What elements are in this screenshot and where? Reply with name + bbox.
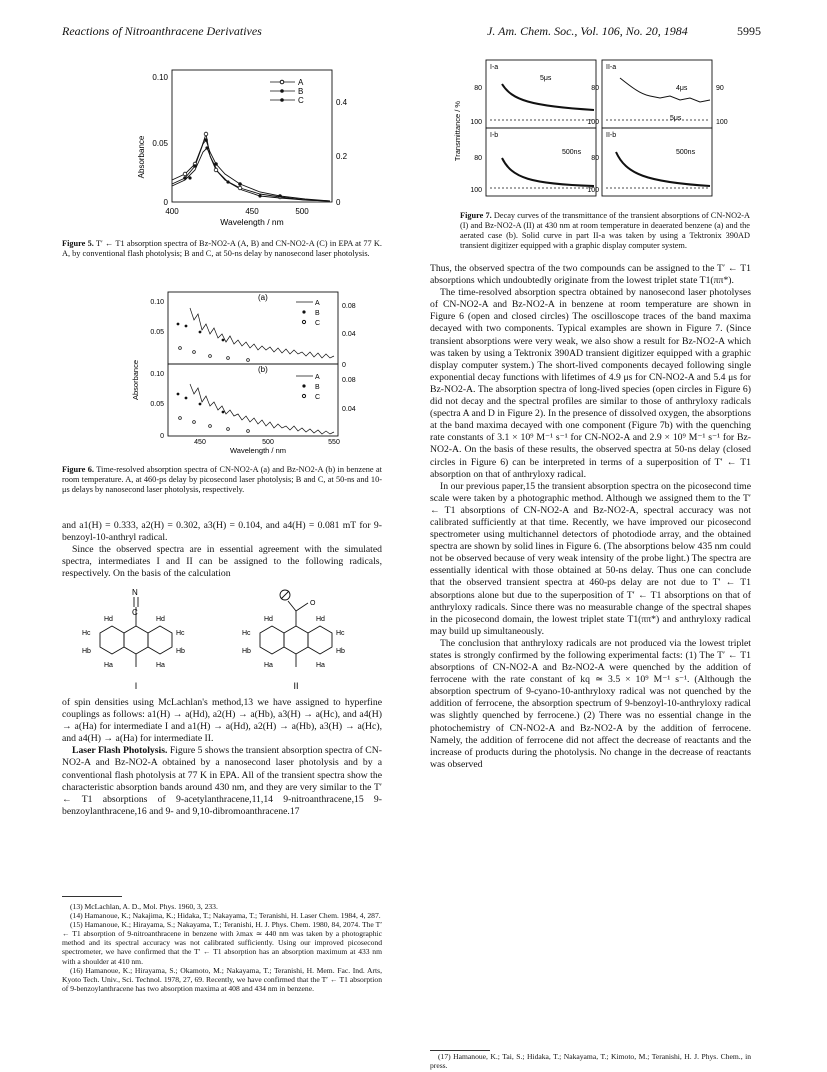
fig6-caption-label: Figure 6. [62, 465, 94, 474]
fig5-legend-a: A [298, 78, 304, 87]
fig5-ytick-left: 0.05 [152, 139, 168, 148]
fig6-curve-a [190, 308, 334, 358]
fig7-y-label: Transmittance / % [453, 100, 462, 162]
fig6-legend-b: B [315, 310, 320, 317]
structure-II-label: II [293, 681, 299, 691]
paragraph: The time-resolved absorption spectra obtained by nanosecond laser photolyses of CN-NO2-A and Bz-NO2-A in benzene at room temperature are shown in Figure 6 (open and closed circles) The oscilloscope traces of the band maxima decayed with two components. Typical examples are shown in Figure 7. (Since transient absorptions were very weak, we also show a result for Bz-NO2-A which was taken by using a Tektronix 390AD transient digitizer equipped with a graphic display computer system.) The short-lived components decayed following single exponential decay functions with lifetimes of 4.9 μs for CN-NO2-A and 5.4 μs for Bz-NO2-A. The absorption spectra of long-lived species (open circles in Figure 6) did not decay and the spectral profiles are similar to those of anthryloxy radicals (spectra A and D in Figure 2). In the presence of dissolved oxygen, the absorptions at the band maxima decayed with one component (Figure 7b) with the quenching rate constants of 3.1 × 10⁹ M⁻¹ s⁻¹ for CN-NO2-A and 2.9 × 10⁹ M⁻¹ s⁻¹ for Bz-NO2-A. On the basis of these results, the observed spectra at 50-ns delay (closed circles in Figure 6) can be interpreted in terms of a superposition of T′ ← T1 absorption on that of anthryloxy radical. [430, 287, 751, 480]
fig6-ytick-left: 0 [160, 433, 164, 440]
fig6-ytick-right: 0.08 [342, 303, 356, 310]
structure-II [260, 590, 332, 667]
fig6-legend-b: B [315, 384, 320, 391]
fig6-ytick-left: 0.05 [150, 329, 164, 336]
fig7-decay-IIa [620, 78, 710, 102]
atom-label: Hc [176, 630, 185, 637]
atom-label: Hd [104, 616, 113, 623]
fig5-caption-label: Figure 5. [62, 239, 94, 248]
fig6-ytick-right: 0.04 [342, 331, 356, 338]
fig7-panel-Ia [486, 60, 596, 128]
atom-label: Hc [242, 630, 251, 637]
fig7-decay-Ia [502, 84, 594, 110]
running-header-left: Reactions of Nitroanthracene Derivatives [62, 24, 262, 38]
fig5-frame [172, 70, 332, 202]
fig5-curve-b [172, 140, 330, 201]
fig6-ytick-left: 0.05 [150, 401, 164, 408]
footnote-rule [62, 896, 122, 897]
fig7-ytick: 80 [591, 155, 599, 162]
fig6-ytick-right: 0.08 [342, 377, 356, 384]
fig7-ytick: 80 [474, 85, 482, 92]
fig7-ytick: 100 [587, 119, 599, 126]
fig5-curve-c [172, 148, 330, 201]
fig6-ytick-right: 0 [342, 362, 346, 369]
fig6-panel-b-label: (b) [258, 365, 268, 374]
fig5-ytick-right: 0.2 [336, 152, 348, 161]
paragraph: of spin densities using McLachlan's method,13 we have assigned to hyperfine couplings as follows: a1(H) → a(Hd), a2(H) → a(Hb), a3(H) → a(Hc), and a4(H) → a(Ha) for intermediate I and a1(H) → a(Hd), a2(H) → a(Hb), a3(H) → a(Hc), and a4(H) → a(Ha) for intermediate II. [62, 697, 382, 745]
fig6-ytick-left: 0.10 [150, 299, 164, 306]
atom-label: Hd [316, 616, 325, 623]
footnote: (16) Hamanoue, K.; Hirayama, S.; Okamoto, M.; Nakayama, T.; Teranishi, H. Mem. Fac. Ind. Arts, Kyoto Tech. Univ., Sci. Technol. 1978, 27, 69. Recently, we have confirmed that the T′ ← T1 absorption of 9-benzoylanthracene has two absorption maxima at 408 and 434 nm in benzene. [62, 965, 382, 993]
fig5-xtick: 400 [165, 207, 179, 216]
fig7-ytick: 80 [474, 155, 482, 162]
footnotes-left [62, 902, 382, 993]
atom-label: Hb [82, 648, 91, 655]
paragraph-text: Figure 5 shows the transient absorption spectra of CN-NO2-A and Bz-NO2-A obtained by a nanosecond laser photolysis and by a conventional flash photolysis at 77 K in EPA. All of the transient spectra show the characteristic absorption bands around 430 nm, and they are very similar to the T′ ← T1 absorptions of 9-acetylanthracene,11,14 9-nitroanthracene,15 9-benzoylanthracene,16 and 9- and 9,10-dibromoanthracene.17 [62, 745, 382, 817]
fig7-caption-text: Decay curves of the transmittance of the transient absorptions of CN-NO2-A (I) and Bz-NO2-A (II) at 430 nm at room temperature in deaerated benzene (a) and the aerated case (b). Solid curve in part II-a was taken by using a Tektronix 390AD transient digitizer equipped with a graphic display computer system. [460, 211, 750, 250]
figure-7-chart [450, 56, 750, 204]
fig7-time-label: 500ns [562, 149, 582, 156]
fig5-xtick: 500 [295, 207, 309, 216]
fig7-ytick: 100 [470, 119, 482, 126]
svg-text:O: O [310, 600, 316, 607]
figure-7-caption [460, 211, 750, 251]
fig5-legend-b: B [298, 87, 304, 96]
fig7-time-label: 5μs [670, 115, 682, 122]
fig5-ytick-right: 0.4 [336, 98, 348, 107]
fig5-ytick-left: 0 [163, 198, 168, 207]
fig6-legend-a: A [315, 300, 320, 307]
structure-I-label: I [134, 681, 138, 691]
fig5-xtick: 450 [245, 207, 259, 216]
paragraph: and a1(H) = 0.333, a2(H) = 0.302, a3(H) = 0.104, and a4(H) = 0.081 mT for 9-benzoyl-10-anthryl radical. [62, 520, 382, 544]
right-column-text [430, 263, 751, 771]
footnote: (13) McLachlan, A. D., Mol. Phys. 1960, 3, 233. [70, 902, 218, 911]
atom-label: Hb [336, 648, 345, 655]
fig7-ytick: 100 [470, 187, 482, 194]
fig7-caption-label: Figure 7. [460, 211, 492, 220]
fig6-panel-b-frame [168, 364, 338, 436]
footnote-right [430, 1052, 751, 1070]
footnote: (15) Hamanoue, K.; Hirayama, S.; Nakayama, T.; Teranishi, H. J. Phys. Chem. 1980, 84, 2074. The T′ ← T1 absorption of 9-nitroanthracene in benzene with λmax ≃ 440 nm was taken by a photographic method and its spectral accuracy was not calibrated sufficiently. Using our improved picosecond spectrometer, we have confirmed that the T′ ← T1 absorption has an absorption maximum at 433 nm with a shoulder at 410 nm. [62, 920, 382, 966]
figure-6-chart [128, 290, 388, 460]
paragraph: Thus, the observed spectra of the two compounds can be assigned to the T′ ← T1 absorptions which undoubtedly originate from the lowest triplet state T1(ππ*). [430, 263, 751, 287]
fig6-legend-a: A [315, 374, 320, 381]
atom-label: Ha [104, 662, 113, 669]
fig5-ytick-left: 0.10 [152, 73, 168, 82]
footnote-rule [430, 1050, 490, 1051]
fig7-panel-label: I-a [490, 64, 499, 71]
fig6-panel-a-label: (a) [258, 293, 268, 302]
fig6-y-label: Absorbance [131, 359, 140, 401]
fig7-ytick: 80 [591, 85, 599, 92]
fig6-x-label: Wavelength / nm [230, 446, 286, 455]
atom-label: C [132, 608, 138, 617]
fig7-time-label: 5μs [540, 75, 552, 82]
fig6-xtick: 450 [194, 439, 206, 446]
fig7-decay-Ib [502, 158, 594, 186]
left-column-text-bottom [62, 697, 382, 818]
atom-label: Hc [82, 630, 91, 637]
atom-label: Hb [242, 648, 251, 655]
fig7-panel-label: I-b [490, 132, 499, 139]
fig7-time-label: 500ns [676, 149, 696, 156]
atom-label: Ha [264, 662, 273, 669]
paragraph: Since the observed spectra are in essential agreement with the simulated spectra, intermediates I and II can be assigned to the following radicals, respectively. On the basis of the calculation [62, 544, 382, 580]
fig7-panel-label: II-b [606, 132, 617, 139]
figure-5-chart [130, 62, 380, 232]
page-number: 5995 [737, 24, 761, 38]
atom-label: N [132, 588, 138, 597]
fig6-ytick-left: 0.10 [150, 371, 164, 378]
footnote: (14) Hamanoue, K.; Nakajima, K.; Hidaka, T.; Nakayama, T.; Teranishi, H. Laser Chem. 1984, 4, 287. [70, 911, 381, 921]
fig6-caption-text: Time-resolved absorption spectra of CN-NO2-A (a) and Bz-NO2-A (b) in benzene at room temperature. A, at 460-ps delay by picosecond laser photolysis; B and C, at 50-ns and 10-μs delays by nanosecond laser photolysis, respectively. [62, 465, 382, 494]
paragraph: The conclusion that anthryloxy radicals are not produced via the lowest triplet states is strongly confirmed by the following experimental facts: (1) The T′ ← T1 absorptions of CN-NO2-A and Bz-NO2-A were quenched by the addition of ferrocene with the rate constant of kq ≃ 3.5 × 10⁹ M⁻¹ s⁻¹. (Although the absorption spectrum of 9-cyano-10-anthryloxy radical was not quenched by the addition of ferrocene, the absorption spectrum of 9-benzoyl-10-anthryloxy radical was slightly quenched by ferrocene.) (2) There was no essential change in the photochemistry of CN-NO2-A and Bz-NO2-A by the addition of ferrocene. Namely, the addition of ferrocene did not affect the decrease of reactants and the increase of products during the photolysis. No change in the decrease of reactants was observed [430, 637, 751, 770]
fig6-xtick: 550 [328, 439, 340, 446]
fig7-ytick-right: 100 [716, 119, 728, 126]
radical-structures [80, 585, 380, 695]
fig5-x-label: Wavelength / nm [220, 217, 284, 227]
fig6-xtick: 500 [262, 439, 274, 446]
fig5-caption-text: T′ ← T1 absorption spectra of Bz-NO2-A (A, B) and CN-NO2-A (C) in EPA at 77 K. A, by conventional flash photolysis; B and C, at 50-ns delay by nanosecond laser photolysis. [62, 239, 382, 258]
running-header-journal: J. Am. Chem. Soc., Vol. 106, No. 20, 1984 [487, 24, 688, 38]
fig5-legend-c: C [298, 96, 304, 105]
paragraph: In our previous paper,15 the transient absorption spectra on the picosecond time scale were taken by a photographic method. Although we assigned them to the T′ ← T1 absorptions of CN-NO2-A and Bz-NO2-A, spectral accuracy was not calibrated sufficiently at that time. Recently, we have improved our picosecond spectrometer using multichannel detectors of photodiode array, and the obtained spectra are shown by solid lines in Figure 6. (The absorptions below 435 nm could not be observed because of very weak intensity of the probe light.) The spectra are essentially identical with those obtained at 50-ns delay. Thus one can conclude that the observed transient spectra at 460-ps delay are not due to T′ ← T1 absorptions alone but due to the superposition of T′ ← T1 absorptions on that of anthryloxy radicals. Since there was no measurable change of the spectral shapes in the picosecond domain, the lowest triplet state T1(ππ*) and anthryloxy radical may build up simultaneously. [430, 480, 751, 637]
fig7-ytick: 100 [587, 187, 599, 194]
atom-label: Ha [316, 662, 325, 669]
fig7-panel-IIa [602, 60, 712, 128]
footnote: (17) Hamanoue, K.; Tai, S.; Hidaka, T.; Nakayama, T.; Kimoto, M.; Teranishi, H. J. Phys. Chem., in press. [430, 1052, 751, 1071]
figure-6-caption [62, 465, 382, 495]
fig6-legend-c: C [315, 320, 321, 327]
atom-label: Hb [176, 648, 185, 655]
left-column-text-top [62, 520, 382, 580]
fig7-ytick-right: 90 [716, 85, 724, 92]
atom-label: Hd [156, 616, 165, 623]
fig5-y-label: Absorbance [137, 135, 146, 179]
fig7-decay-IIb [616, 152, 710, 186]
atom-label: Hc [336, 630, 345, 637]
section-heading: Laser Flash Photolysis. [72, 745, 168, 757]
fig7-time-label: 4μs [676, 85, 688, 92]
figure-5-caption [62, 239, 382, 259]
fig6-ytick-right: 0.04 [342, 406, 356, 413]
fig7-panel-label: II-a [606, 64, 617, 71]
fig5-ytick-right: 0 [336, 198, 341, 207]
atom-label: Hd [264, 616, 273, 623]
atom-label: Ha [156, 662, 165, 669]
fig6-legend-c: C [315, 394, 321, 401]
